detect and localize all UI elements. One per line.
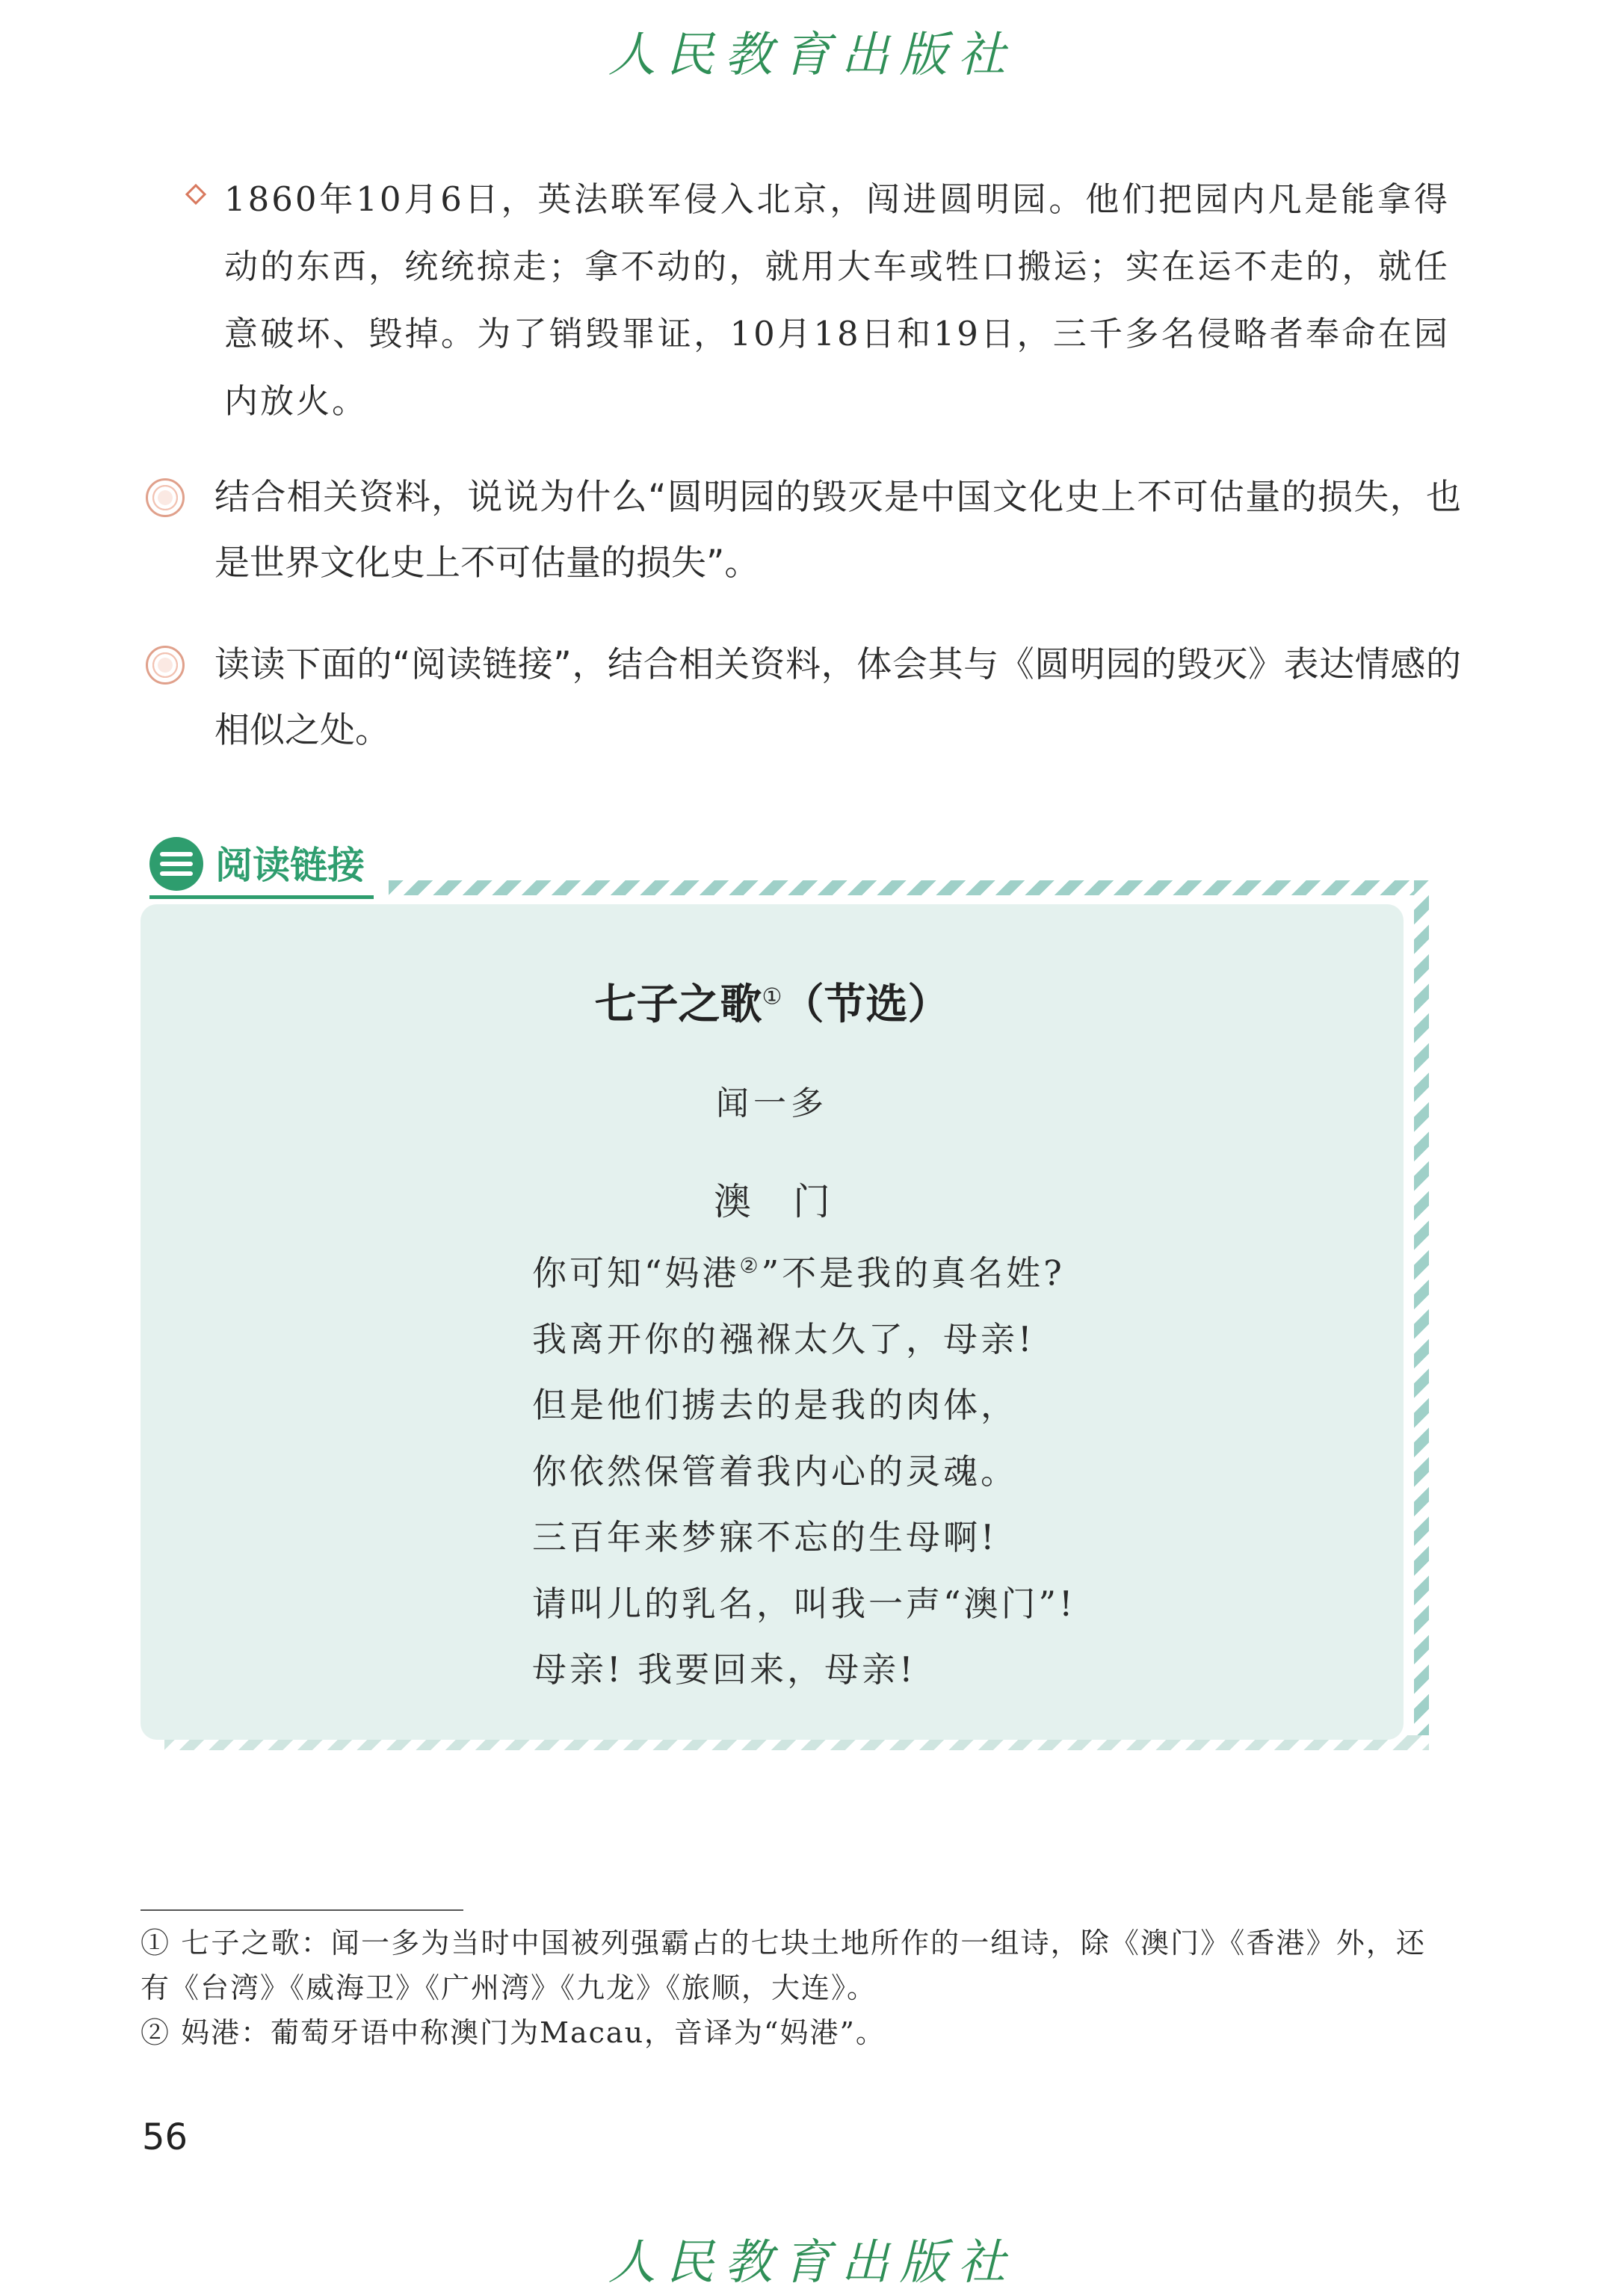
footnote-2: ② 妈港：葡萄牙语中称澳门为Macau，音译为“妈港”。 <box>141 2016 886 2049</box>
poem-subtitle: 澳 门 <box>714 1180 830 1223</box>
poem-body <box>532 1233 1392 1703</box>
footnote-1: ① 七子之歌：闻一多为当时中国被列强霸占的七块土地所作的一组诗，除《澳门》《香港》外，还有《台湾》《威海卫》《广州湾》《九龙》《旅顺，大连》。 <box>141 1927 1426 2004</box>
footnote-rule <box>141 1909 463 1911</box>
footnote-ref: ② <box>739 1253 762 1278</box>
reading-link-label: 阅读链接 <box>215 844 365 887</box>
reading-link-underline <box>149 895 374 899</box>
seal-bullet-icon <box>146 478 185 517</box>
poem-line: 三百年来梦寐不忘的生母啊! <box>532 1517 998 1558</box>
question-text: 结合相关资料，说说为什么“圆明园的毁灭是中国文化史上不可估量的损失，也是世界文化史上不可估量的损失”。 <box>214 477 1461 584</box>
question-2 <box>146 632 1461 764</box>
page-number: 56 <box>142 2116 188 2158</box>
poem-line: 你可知“妈港②”不是我的真名姓? <box>532 1252 1065 1294</box>
poem-title: 七子之歌①（节选） <box>594 980 950 1029</box>
seal-bullet-icon <box>146 646 185 685</box>
publisher-header: 人民教育出版社 <box>608 28 1016 83</box>
diamond-bullet-icon <box>185 184 206 205</box>
poem-line: 但是他们掳去的是我的肉体， <box>532 1385 1018 1426</box>
question-1 <box>146 465 1461 596</box>
poem-line: 我离开你的襁褓太久了，母亲! <box>532 1318 1035 1359</box>
question-text: 读读下面的“阅读链接”，结合相关资料，体会其与《圆明园的毁灭》表达情感的相似之处。 <box>214 644 1461 751</box>
footnotes <box>141 1921 1426 2055</box>
poem-line: 请叫儿的乳名，叫我一声“澳门”! <box>532 1583 1076 1624</box>
material-text: 1860年10月6日，英法联军侵入北京，闯进圆明园。他们把园内凡是能拿得动的东西，统统掠走；拿不动的，就用大车或牲口搬运；实在运不走的，就任意破坏、毁掉。为了销毁罪证，10月18日和19日，三千多名侵略者奉命在园内放火。 <box>224 179 1450 421</box>
frame-stripe-right <box>1414 880 1429 1750</box>
historical-material <box>224 166 1450 435</box>
poem-line: 母亲! 我要回来，母亲! <box>532 1649 916 1690</box>
footnote-ref: ① <box>762 983 782 1010</box>
poem-line: 你依然保管着我内心的灵魂。 <box>532 1451 1018 1492</box>
poem-author: 闻一多 <box>716 1084 828 1122</box>
frame-stripe-top <box>389 880 1429 895</box>
book-icon <box>149 837 203 891</box>
publisher-footer: 人民教育出版社 <box>608 2235 1016 2291</box>
